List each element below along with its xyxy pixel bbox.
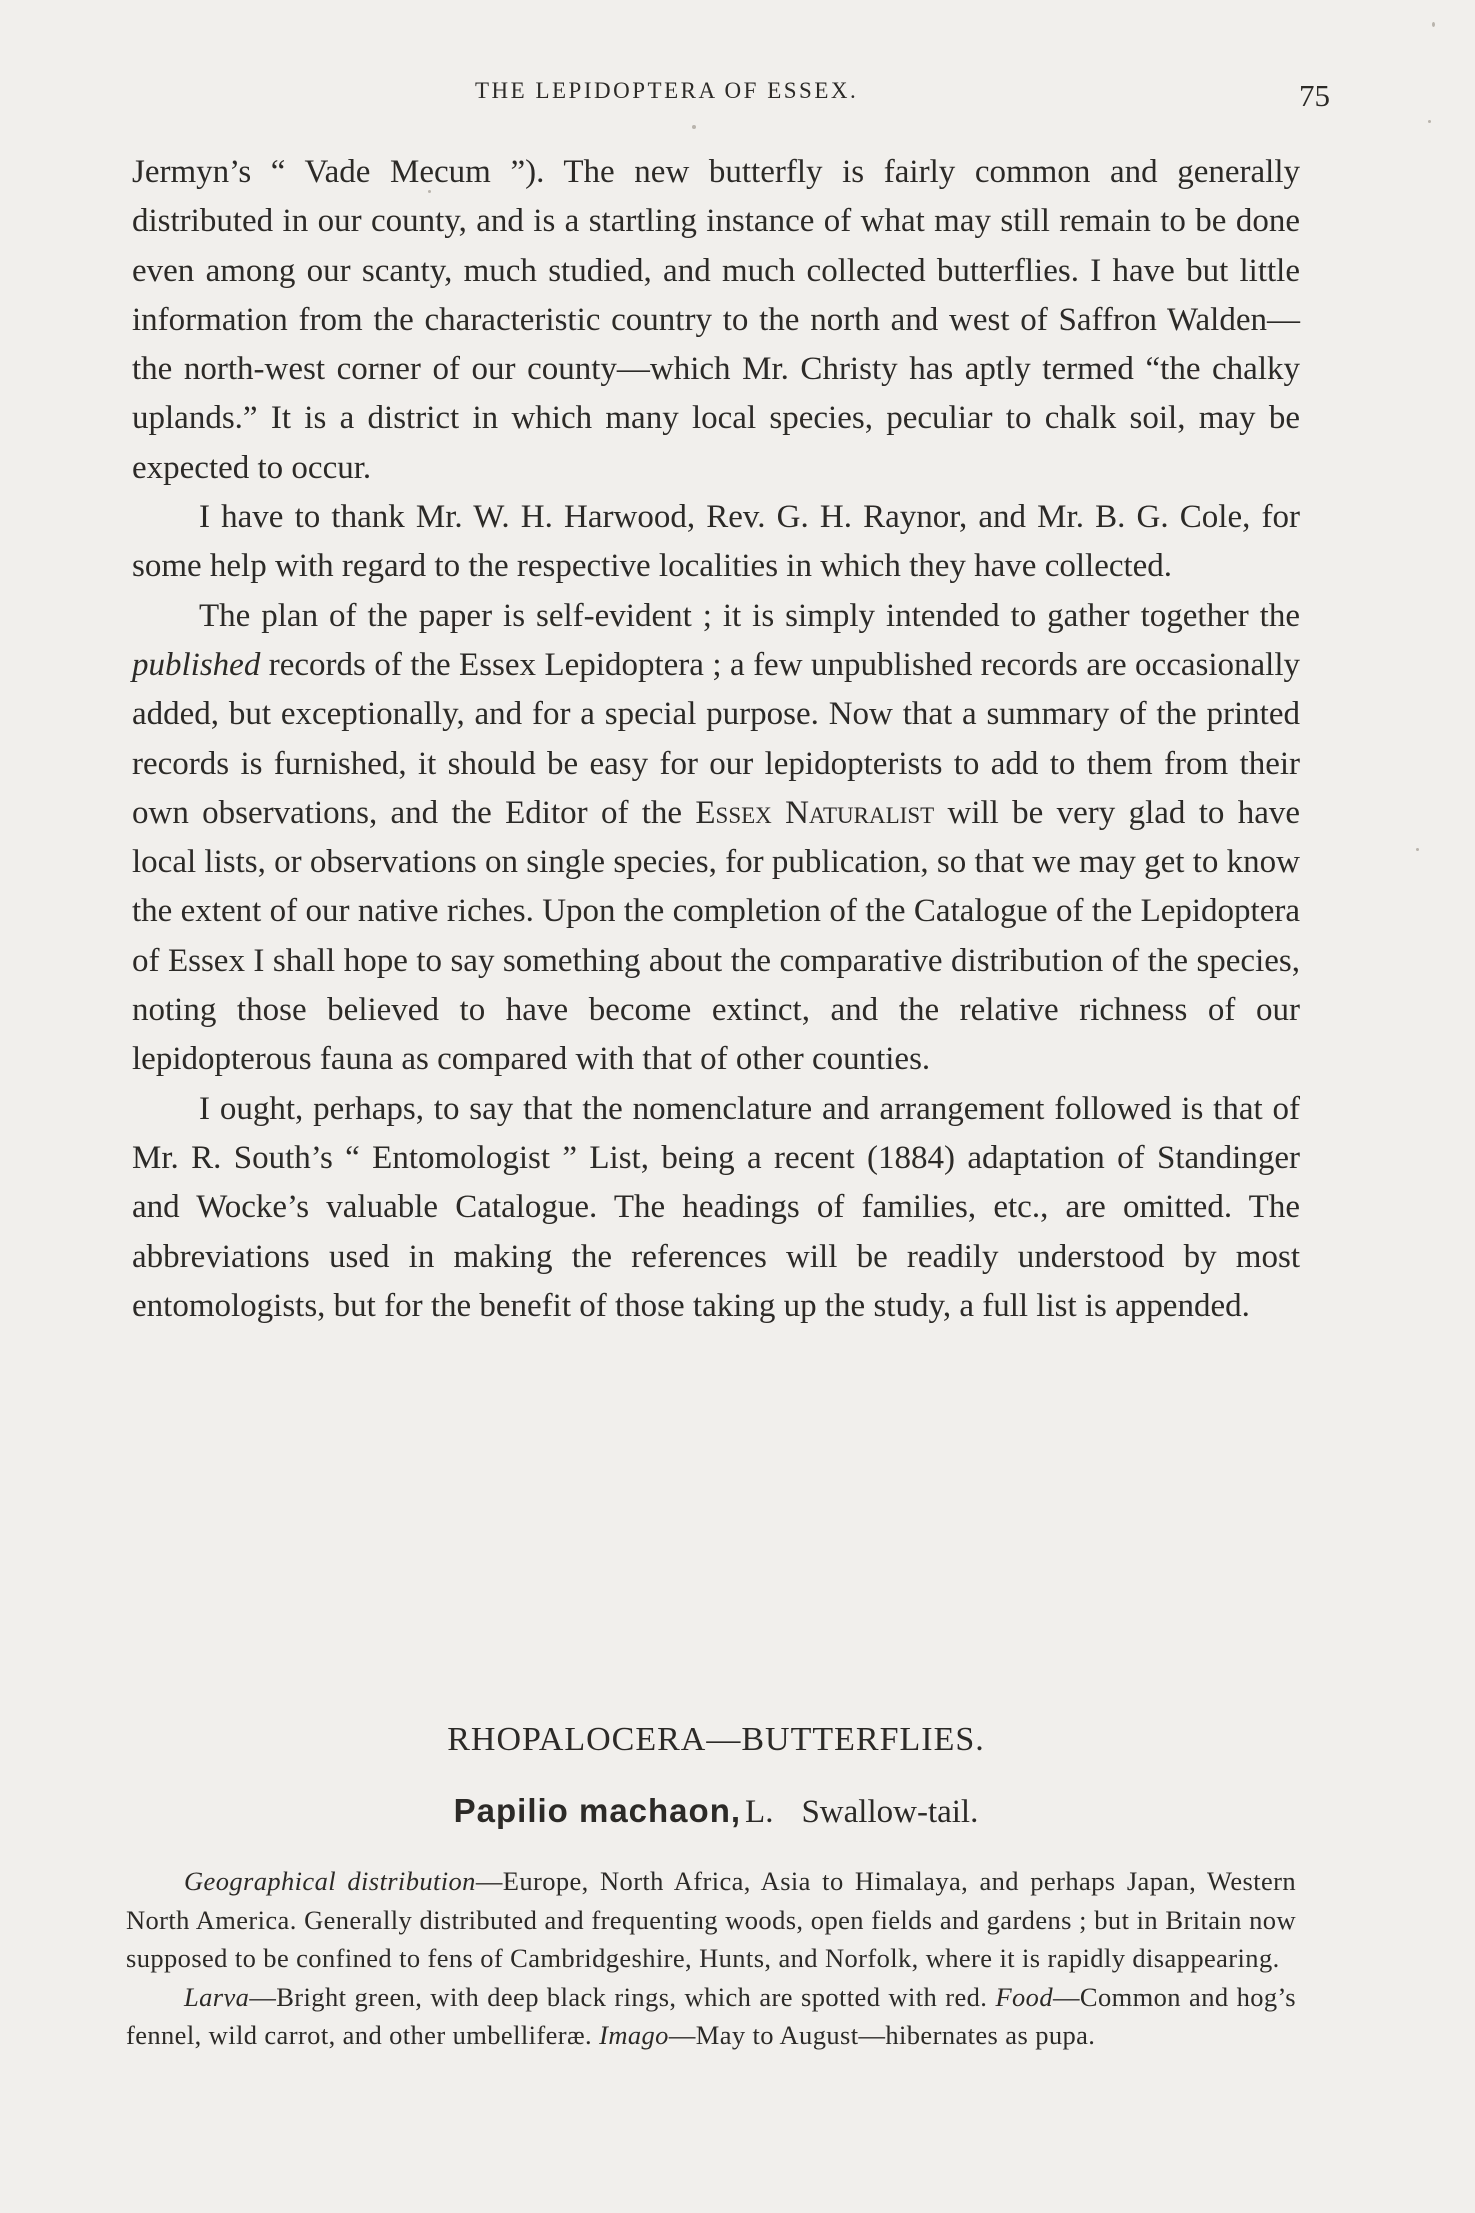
species-author: L.	[745, 1794, 774, 1830]
paragraph-plan	[132, 592, 1300, 1085]
running-title: THE LEPIDOPTERA OF ESSEX.	[475, 78, 859, 103]
paper-speck	[1432, 22, 1435, 27]
larva-label: Larva	[184, 1981, 250, 2012]
paragraph-acknowledgements: I have to thank Mr. W. H. Harwood, Rev. G. H. Raynor, and Mr. B. G. Cole, for some help with regard to the respective localities in which they have collected.	[132, 499, 1300, 585]
paper-speck	[1428, 120, 1431, 123]
species-common-name: Swallow-tail.	[801, 1794, 979, 1830]
food-text: —Common and hog’s fennel, wild carrot, and other umbelliferæ.	[126, 1981, 1297, 2050]
body-text	[132, 148, 1300, 1331]
section-heading: RHOPALOCERA—BUTTERFLIES.	[447, 1721, 985, 1758]
paper-speck	[1416, 848, 1419, 851]
plan-text-middle: records of the Essex Lepidoptera ; a few unpublished records are occasionally added, but exceptionally, and for a special purpose. Now that a summary of the printed records is furnished, it should be easy for our lepidopterists to add to them from their own observations, and the Editor of the	[132, 646, 1300, 831]
paper-speck	[428, 190, 431, 193]
note-geographical-distribution	[126, 1862, 1296, 1978]
page-number: 75	[1299, 78, 1330, 113]
paragraph-continuation: Jermyn’s “ Vade Mecum ”). The new butterfly is fairly common and generally distributed in our county, and is a startling instance of what may still remain to be done even among our scanty, much studied, and much collected butterflies. I have but little information from the characteristic country to the north and west of Saffron Walden—the north-west corner of our county—which Mr. Christy has aptly termed “the chalky uplands.” It is a district in which many local species, peculiar to chalk soil, may be expected to occur.	[132, 154, 1300, 486]
paper-speck	[692, 125, 696, 129]
species-notes	[126, 1862, 1296, 2055]
plan-text-end: will be very glad to have local lists, or observations on single species, for publication, so that we may get to know the extent of our native riches. Upon the completion of the Catalogue of the Lepidoptera of Essex I shall hope to say something about the comparative distribution of the species, noting those believed to have become extinct, and the relative richness of our lepidopterous fauna as compared with that of other counties.	[132, 794, 1300, 1078]
imago-label: Imago	[599, 2020, 669, 2050]
larva-text: —Bright green, with deep black rings, which are spotted with red.	[249, 1981, 996, 2012]
running-header	[130, 78, 1330, 118]
plan-text-start: The plan of the paper is self-evident ; it is simply intended to gather together the	[199, 597, 1300, 634]
geo-label: Geographical distribution	[184, 1866, 476, 1896]
imago-text: —May to August—hibernates as pupa.	[668, 2020, 1096, 2050]
paragraph-nomenclature: I ought, perhaps, to say that the nomenclature and arrangement followed is that of Mr. R. South’s “ Entomologist ” List, being a recent (1884) adaptation of Standinger and Wocke’s valuable Catalogue. The headings of families, etc., are omitted. The abbreviations used in making the references will be readily understood by most entomologists, but for the benefit of those taking up the study, a full list is appended.	[132, 1090, 1300, 1324]
journal-name: Essex Naturalist	[695, 794, 935, 831]
food-label: Food	[995, 1981, 1053, 2012]
species-name: Papilio machaon,	[453, 1792, 742, 1829]
note-larva	[126, 1978, 1296, 2055]
species-heading	[132, 1792, 1300, 1831]
emphasis-published: published	[132, 646, 261, 683]
geo-text: —Europe, North Africa, Asia to Himalaya, and perhaps Japan, Western North America. Generally distributed and frequenting woods, open fields and gardens ; but in Britain now supposed to be confined to fens of Cambridgeshire, Hunts, and Norfolk, where it is rapidly disappearing.	[126, 1866, 1296, 1973]
